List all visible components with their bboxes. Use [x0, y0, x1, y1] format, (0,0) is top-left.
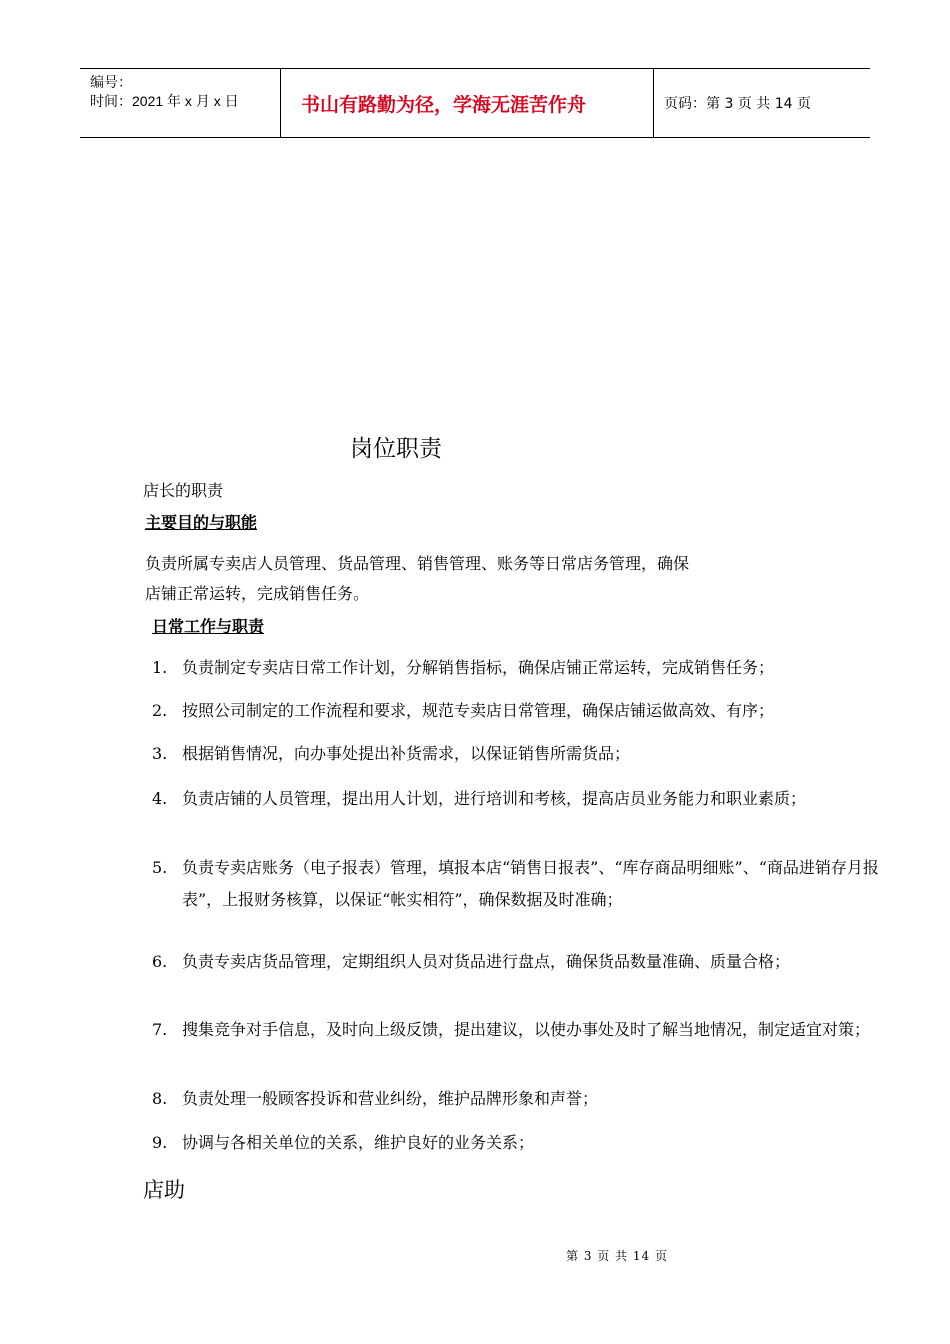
subsection-title: 店助: [143, 1178, 185, 1202]
page-footer: 第 3 页 共 14 页: [566, 1249, 668, 1263]
header-motto-cell: [281, 69, 654, 137]
item-number: 8.: [152, 1089, 168, 1108]
item-number: 6.: [152, 952, 168, 971]
intro-line-1: 负责所属专卖店人员管理、货品管理、销售管理、账务等日常店务管理，确保: [145, 554, 690, 573]
item-text: 协调与各相关单位的关系，维护良好的业务关系；: [182, 1133, 535, 1152]
heading-daily-duties: 日常工作与职责: [152, 617, 265, 636]
list-item: [152, 1014, 892, 1046]
list-item: [152, 695, 892, 727]
heading-main-purpose: 主要目的与职能: [145, 513, 258, 532]
header-left-cell: [80, 69, 281, 137]
item-number: 9.: [152, 1133, 168, 1152]
item-text: 负责专卖店货品管理，定期组织人员对货品进行盘点，确保货品数量准确、质量合格；: [182, 952, 791, 971]
item-text: 负责专卖店账务（电子报表）管理，填报本店“销售日报表”、“库存商品明细账”、“商品进销存月报表”，上报财务核算，以保证“帐实相符”，确保数据及时准确；: [182, 858, 879, 909]
item-number: 4.: [152, 789, 168, 808]
list-item: [152, 1127, 892, 1159]
list-item: [152, 1083, 892, 1115]
item-number: 7.: [152, 1020, 168, 1039]
item-text: 搜集竞争对手信息，及时向上级反馈，提出建议，以使办事处及时了解当地情况，制定适宜对策；: [182, 1020, 871, 1039]
item-text: 负责制定专卖店日常工作计划，分解销售指标，确保店铺正常运转，完成销售任务；: [182, 658, 775, 677]
header-page-cell: [654, 69, 870, 137]
list-item: [152, 738, 892, 770]
section-title: 店长的职责: [143, 481, 224, 500]
item-number: 1.: [152, 658, 168, 677]
page-info: 页码：第 3 页 共 14 页: [664, 96, 811, 112]
list-item: [152, 652, 892, 684]
document-title: 岗位职责: [350, 436, 442, 462]
item-text: 负责处理一般顾客投诉和营业纠纷，维护品牌形象和声誉；: [182, 1089, 599, 1108]
motto-text: 书山有路勤为径，学海无涯苦作舟: [301, 93, 587, 116]
item-text: 根据销售情况，向办事处提出补货需求，以保证销售所需货品；: [182, 744, 631, 763]
list-item: [152, 946, 892, 978]
item-number: 3.: [152, 744, 168, 763]
item-number: 2.: [152, 701, 168, 720]
intro-line-2: 店铺正常运转，完成销售任务。: [145, 584, 370, 603]
item-text: 按照公司制定的工作流程和要求，规范专卖店日常管理，确保店铺运做高效、有序；: [182, 701, 775, 720]
number-label: 编号：: [90, 74, 132, 90]
item-text: 负责店铺的人员管理，提出用人计划，进行培训和考核，提高店员业务能力和职业素质；: [182, 789, 807, 808]
list-item: [152, 852, 892, 916]
time-label: 时间：2021 年 x 月 x 日: [90, 93, 239, 109]
list-item: [152, 783, 892, 815]
item-number: 5.: [152, 858, 168, 877]
page-header: [80, 68, 870, 138]
